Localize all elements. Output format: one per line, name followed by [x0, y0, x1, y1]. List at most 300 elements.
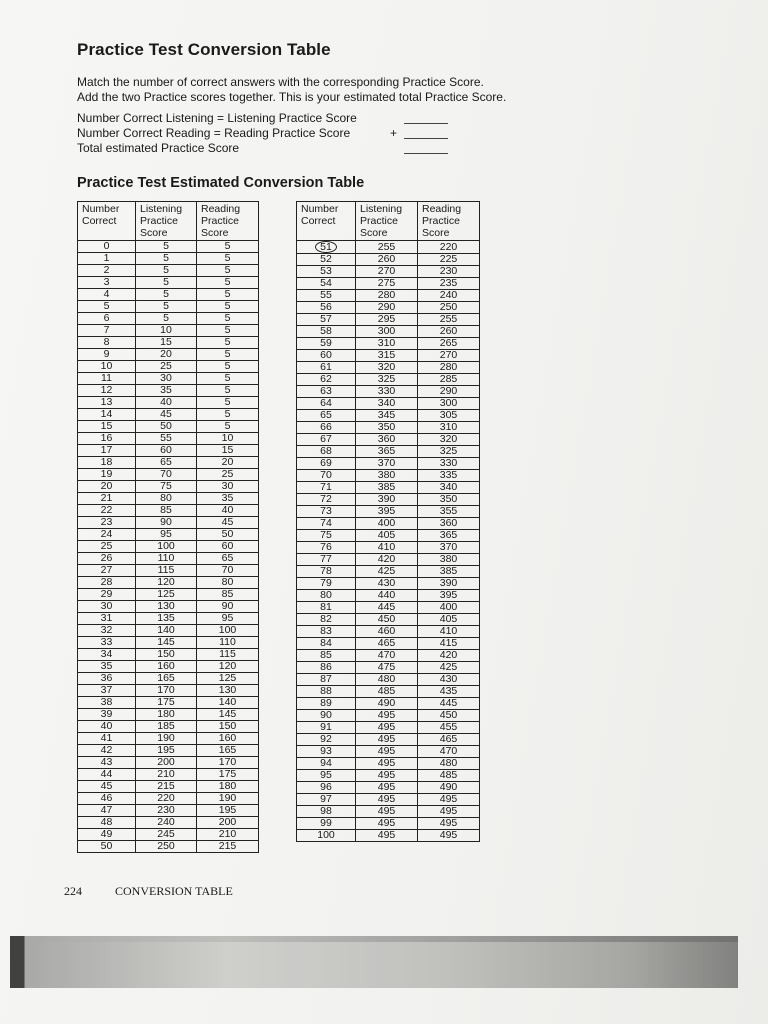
- listening-score-cell: 295: [356, 314, 418, 326]
- reading-score-cell: 90: [197, 601, 259, 613]
- table-row: [297, 398, 480, 410]
- number-correct-cell: 2: [78, 265, 136, 277]
- formula-listening-label: Number Correct Listening = Listening Practice Score: [77, 111, 357, 125]
- reading-blank: [404, 138, 448, 139]
- listening-score-cell: 80: [136, 493, 197, 505]
- number-correct-cell: 23: [78, 517, 136, 529]
- reading-score-cell: 290: [418, 386, 480, 398]
- listening-score-cell: 485: [356, 686, 418, 698]
- listening-score-cell: 440: [356, 590, 418, 602]
- number-correct-cell: 96: [297, 782, 356, 794]
- reading-score-cell: 360: [418, 518, 480, 530]
- table-row: [78, 277, 259, 289]
- table-header-row: [78, 202, 259, 241]
- reading-score-cell: 465: [418, 734, 480, 746]
- number-correct-cell: 93: [297, 746, 356, 758]
- number-correct-cell: 88: [297, 686, 356, 698]
- reading-score-cell: 235: [418, 278, 480, 290]
- table-row: [78, 553, 259, 565]
- number-correct-cell: 25: [78, 541, 136, 553]
- number-correct-cell: 64: [297, 398, 356, 410]
- reading-score-cell: 190: [197, 793, 259, 805]
- listening-score-cell: 465: [356, 638, 418, 650]
- number-correct-cell: 5: [78, 301, 136, 313]
- listening-score-cell: 345: [356, 410, 418, 422]
- listening-score-cell: 370: [356, 458, 418, 470]
- listening-score-cell: 110: [136, 553, 197, 565]
- listening-score-cell: 470: [356, 650, 418, 662]
- number-correct-cell: [297, 241, 356, 254]
- listening-score-cell: 5: [136, 301, 197, 313]
- number-correct-cell: 57: [297, 314, 356, 326]
- number-correct-cell: 54: [297, 278, 356, 290]
- reading-score-cell: 415: [418, 638, 480, 650]
- reading-score-cell: 5: [197, 301, 259, 313]
- listening-score-cell: 260: [356, 254, 418, 266]
- reading-score-cell: 175: [197, 769, 259, 781]
- number-correct-cell: 1: [78, 253, 136, 265]
- listening-score-cell: 130: [136, 601, 197, 613]
- listening-score-cell: 120: [136, 577, 197, 589]
- reading-score-cell: 5: [197, 313, 259, 325]
- listening-score-cell: 380: [356, 470, 418, 482]
- reading-score-cell: 15: [197, 445, 259, 457]
- number-correct-cell: 16: [78, 433, 136, 445]
- listening-score-cell: 480: [356, 674, 418, 686]
- table-row: [78, 541, 259, 553]
- formula-row-listening: [77, 111, 357, 126]
- table-row: [297, 434, 480, 446]
- table-row: [78, 241, 259, 253]
- number-correct-cell: 30: [78, 601, 136, 613]
- number-correct-cell: 68: [297, 446, 356, 458]
- table-row: [297, 446, 480, 458]
- listening-score-cell: 55: [136, 433, 197, 445]
- reading-score-cell: 225: [418, 254, 480, 266]
- listening-score-cell: 310: [356, 338, 418, 350]
- header-reading-score: Reading Practice Score: [418, 202, 480, 241]
- reading-score-cell: 400: [418, 602, 480, 614]
- reading-score-cell: 470: [418, 746, 480, 758]
- table-row: [78, 505, 259, 517]
- listening-score-cell: 250: [136, 841, 197, 853]
- listening-score-cell: 350: [356, 422, 418, 434]
- table-row: [297, 638, 480, 650]
- listening-score-cell: 405: [356, 530, 418, 542]
- number-correct-cell: 40: [78, 721, 136, 733]
- number-correct-cell: 20: [78, 481, 136, 493]
- listening-score-cell: 45: [136, 409, 197, 421]
- number-correct-cell: 31: [78, 613, 136, 625]
- table-row: [78, 457, 259, 469]
- listening-score-cell: 495: [356, 830, 418, 842]
- table-row: [297, 350, 480, 362]
- listening-score-cell: 410: [356, 542, 418, 554]
- listening-score-cell: 125: [136, 589, 197, 601]
- header-number-correct: Number Correct: [297, 202, 356, 241]
- reading-score-cell: 250: [418, 302, 480, 314]
- reading-score-cell: 5: [197, 253, 259, 265]
- number-correct-cell: 46: [78, 793, 136, 805]
- listening-score-cell: 390: [356, 494, 418, 506]
- table-row: [78, 757, 259, 769]
- reading-score-cell: 195: [197, 805, 259, 817]
- table-row: [297, 710, 480, 722]
- table-row: [78, 385, 259, 397]
- table-row: [297, 686, 480, 698]
- listening-score-cell: 135: [136, 613, 197, 625]
- listening-score-cell: 450: [356, 614, 418, 626]
- table-row: [297, 241, 480, 254]
- table-row: [78, 829, 259, 841]
- reading-score-cell: 330: [418, 458, 480, 470]
- table-row: [78, 529, 259, 541]
- table-row: [297, 554, 480, 566]
- reading-score-cell: 435: [418, 686, 480, 698]
- table-row: [78, 673, 259, 685]
- table-row: [297, 386, 480, 398]
- number-correct-cell: 67: [297, 434, 356, 446]
- number-correct-cell: 7: [78, 325, 136, 337]
- reading-score-cell: 285: [418, 374, 480, 386]
- table-row: [78, 625, 259, 637]
- listening-score-cell: 5: [136, 277, 197, 289]
- table-row: [297, 614, 480, 626]
- table-row: [78, 709, 259, 721]
- reading-score-cell: 420: [418, 650, 480, 662]
- number-correct-cell: 98: [297, 806, 356, 818]
- number-correct-cell: 89: [297, 698, 356, 710]
- reading-score-cell: 200: [197, 817, 259, 829]
- number-correct-cell: 28: [78, 577, 136, 589]
- table-row: [78, 661, 259, 673]
- listening-score-cell: 180: [136, 709, 197, 721]
- listening-score-cell: 325: [356, 374, 418, 386]
- reading-score-cell: 365: [418, 530, 480, 542]
- table-row: [78, 589, 259, 601]
- number-correct-cell: 22: [78, 505, 136, 517]
- listening-score-cell: 70: [136, 469, 197, 481]
- reading-score-cell: 5: [197, 385, 259, 397]
- table-row: [78, 301, 259, 313]
- number-correct-cell: 0: [78, 241, 136, 253]
- number-correct-cell: 9: [78, 349, 136, 361]
- number-correct-cell: 72: [297, 494, 356, 506]
- table-row: [297, 482, 480, 494]
- reading-score-cell: 350: [418, 494, 480, 506]
- reading-score-cell: 170: [197, 757, 259, 769]
- table-row: [297, 314, 480, 326]
- header-reading-score: Reading Practice Score: [197, 202, 259, 241]
- number-correct-cell: 59: [297, 338, 356, 350]
- page-number: 224: [64, 884, 82, 898]
- table-row: [297, 254, 480, 266]
- table-row: [78, 325, 259, 337]
- listening-score-cell: 495: [356, 806, 418, 818]
- reading-score-cell: 425: [418, 662, 480, 674]
- listening-score-cell: 255: [356, 241, 418, 254]
- table-row: [297, 662, 480, 674]
- listening-score-cell: 495: [356, 722, 418, 734]
- listening-score-cell: 15: [136, 337, 197, 349]
- table-row: [78, 817, 259, 829]
- table-row: [297, 266, 480, 278]
- number-correct-cell: 63: [297, 386, 356, 398]
- listening-score-cell: 200: [136, 757, 197, 769]
- reading-score-cell: 485: [418, 770, 480, 782]
- listening-score-cell: 340: [356, 398, 418, 410]
- number-correct-cell: 11: [78, 373, 136, 385]
- number-correct-cell: 99: [297, 818, 356, 830]
- reading-score-cell: 340: [418, 482, 480, 494]
- number-correct-cell: 24: [78, 529, 136, 541]
- number-correct-cell: 21: [78, 493, 136, 505]
- reading-score-cell: 380: [418, 554, 480, 566]
- reading-score-cell: 5: [197, 241, 259, 253]
- table-row: [297, 338, 480, 350]
- number-correct-cell: 62: [297, 374, 356, 386]
- table-row: [78, 685, 259, 697]
- number-correct-cell: 58: [297, 326, 356, 338]
- number-correct-cell: 27: [78, 565, 136, 577]
- table-row: [78, 469, 259, 481]
- number-correct-cell: 47: [78, 805, 136, 817]
- reading-score-cell: 445: [418, 698, 480, 710]
- table-row: [78, 793, 259, 805]
- table-row: [78, 649, 259, 661]
- reading-score-cell: 5: [197, 361, 259, 373]
- listening-score-cell: 290: [356, 302, 418, 314]
- table-row: [297, 326, 480, 338]
- listening-score-cell: 460: [356, 626, 418, 638]
- listening-score-cell: 25: [136, 361, 197, 373]
- number-correct-cell: 70: [297, 470, 356, 482]
- reading-score-cell: 255: [418, 314, 480, 326]
- reading-score-cell: 45: [197, 517, 259, 529]
- number-correct-cell: 90: [297, 710, 356, 722]
- listening-score-cell: 115: [136, 565, 197, 577]
- table-row: [297, 518, 480, 530]
- number-correct-cell: 37: [78, 685, 136, 697]
- reading-score-cell: 65: [197, 553, 259, 565]
- listening-score-cell: 495: [356, 746, 418, 758]
- number-correct-cell: 15: [78, 421, 136, 433]
- reading-score-cell: 310: [418, 422, 480, 434]
- number-correct-cell: 38: [78, 697, 136, 709]
- listening-score-cell: 5: [136, 289, 197, 301]
- table-row: [78, 613, 259, 625]
- table-row: [297, 470, 480, 482]
- table-row: [78, 361, 259, 373]
- listening-score-cell: 5: [136, 241, 197, 253]
- table-row: [78, 841, 259, 853]
- scan-shadow-bar: [10, 936, 738, 988]
- number-correct-cell: 50: [78, 841, 136, 853]
- table-row: [78, 445, 259, 457]
- number-correct-cell: 65: [297, 410, 356, 422]
- number-correct-cell: 61: [297, 362, 356, 374]
- table-row: [297, 422, 480, 434]
- reading-score-cell: 160: [197, 733, 259, 745]
- reading-score-cell: 260: [418, 326, 480, 338]
- reading-score-cell: 5: [197, 277, 259, 289]
- number-correct-cell: 55: [297, 290, 356, 302]
- listening-score-cell: 315: [356, 350, 418, 362]
- listening-score-cell: 445: [356, 602, 418, 614]
- listening-score-cell: 145: [136, 637, 197, 649]
- table-row: [78, 253, 259, 265]
- listening-score-cell: 85: [136, 505, 197, 517]
- table-row: [78, 781, 259, 793]
- table-row: [297, 458, 480, 470]
- number-correct-cell: 92: [297, 734, 356, 746]
- number-correct-cell: 32: [78, 625, 136, 637]
- number-correct-cell: 78: [297, 566, 356, 578]
- listening-score-cell: 20: [136, 349, 197, 361]
- table-row: [297, 746, 480, 758]
- number-correct-cell: 77: [297, 554, 356, 566]
- table-row: [297, 698, 480, 710]
- number-correct-cell: 17: [78, 445, 136, 457]
- table-row: [78, 349, 259, 361]
- listening-score-cell: 220: [136, 793, 197, 805]
- listening-score-cell: 5: [136, 265, 197, 277]
- reading-score-cell: 5: [197, 265, 259, 277]
- number-correct-cell: 91: [297, 722, 356, 734]
- number-correct-cell: 3: [78, 277, 136, 289]
- table-row: [78, 565, 259, 577]
- number-correct-cell: 43: [78, 757, 136, 769]
- table-row: [297, 794, 480, 806]
- reading-score-cell: 30: [197, 481, 259, 493]
- reading-score-cell: 495: [418, 818, 480, 830]
- number-correct-cell: 52: [297, 254, 356, 266]
- table-row: [78, 517, 259, 529]
- reading-score-cell: 480: [418, 758, 480, 770]
- table-row: [297, 734, 480, 746]
- listening-score-cell: 160: [136, 661, 197, 673]
- listening-score-cell: 230: [136, 805, 197, 817]
- number-correct-cell: 60: [297, 350, 356, 362]
- table-row: [78, 733, 259, 745]
- reading-score-cell: 495: [418, 806, 480, 818]
- reading-score-cell: 5: [197, 289, 259, 301]
- number-correct-cell: 6: [78, 313, 136, 325]
- number-correct-cell: 73: [297, 506, 356, 518]
- reading-score-cell: 220: [418, 241, 480, 254]
- reading-score-cell: 5: [197, 397, 259, 409]
- number-correct-cell: 71: [297, 482, 356, 494]
- number-correct-cell: 29: [78, 589, 136, 601]
- reading-score-cell: 305: [418, 410, 480, 422]
- listening-score-cell: 90: [136, 517, 197, 529]
- reading-score-cell: 385: [418, 566, 480, 578]
- table-row: [78, 313, 259, 325]
- table-row: [297, 542, 480, 554]
- table-row: [297, 410, 480, 422]
- number-correct-cell: 79: [297, 578, 356, 590]
- table-row: [297, 302, 480, 314]
- reading-score-cell: 60: [197, 541, 259, 553]
- number-correct-cell: 14: [78, 409, 136, 421]
- listening-score-cell: 140: [136, 625, 197, 637]
- reading-score-cell: 35: [197, 493, 259, 505]
- listening-score-cell: 275: [356, 278, 418, 290]
- number-correct-cell: 18: [78, 457, 136, 469]
- reading-score-cell: 130: [197, 685, 259, 697]
- total-blank: [404, 153, 448, 154]
- reading-score-cell: 230: [418, 266, 480, 278]
- reading-score-cell: 50: [197, 529, 259, 541]
- listening-score-cell: 65: [136, 457, 197, 469]
- table-row: [78, 745, 259, 757]
- number-correct-cell: 36: [78, 673, 136, 685]
- listening-score-cell: 495: [356, 770, 418, 782]
- listening-score-cell: 210: [136, 769, 197, 781]
- listening-score-cell: 400: [356, 518, 418, 530]
- reading-score-cell: 125: [197, 673, 259, 685]
- listening-score-cell: 245: [136, 829, 197, 841]
- reading-score-cell: 370: [418, 542, 480, 554]
- reading-score-cell: 120: [197, 661, 259, 673]
- reading-score-cell: 5: [197, 337, 259, 349]
- plus-sign: +: [390, 126, 398, 140]
- table-title: Practice Test Estimated Conversion Table: [77, 175, 365, 191]
- reading-score-cell: 115: [197, 649, 259, 661]
- reading-score-cell: 320: [418, 434, 480, 446]
- reading-score-cell: 405: [418, 614, 480, 626]
- listening-score-cell: 495: [356, 710, 418, 722]
- listening-score-cell: 75: [136, 481, 197, 493]
- number-correct-cell: 87: [297, 674, 356, 686]
- number-correct-cell: 10: [78, 361, 136, 373]
- listening-score-cell: 240: [136, 817, 197, 829]
- reading-score-cell: 85: [197, 589, 259, 601]
- number-correct-cell: 4: [78, 289, 136, 301]
- formula-reading-label: Number Correct Reading = Reading Practice Score: [77, 126, 351, 140]
- reading-score-cell: 210: [197, 829, 259, 841]
- table-row: [297, 578, 480, 590]
- number-correct-cell: 74: [297, 518, 356, 530]
- number-correct-cell: 81: [297, 602, 356, 614]
- table-row: [297, 530, 480, 542]
- table-row: [78, 601, 259, 613]
- table-row: [297, 830, 480, 842]
- number-correct-cell: 84: [297, 638, 356, 650]
- formula-row-total: [77, 141, 357, 156]
- reading-score-cell: 325: [418, 446, 480, 458]
- reading-score-cell: 5: [197, 373, 259, 385]
- table-row: [297, 566, 480, 578]
- table-row: [297, 494, 480, 506]
- reading-score-cell: 390: [418, 578, 480, 590]
- reading-score-cell: 265: [418, 338, 480, 350]
- table-row: [78, 481, 259, 493]
- table-row: [78, 769, 259, 781]
- number-correct-cell: 100: [297, 830, 356, 842]
- reading-score-cell: 495: [418, 830, 480, 842]
- header-listening-score: Listening Practice Score: [136, 202, 197, 241]
- table-row: [297, 590, 480, 602]
- number-correct-cell: 53: [297, 266, 356, 278]
- listening-score-cell: 495: [356, 818, 418, 830]
- number-correct-cell: 69: [297, 458, 356, 470]
- footer-section-title: CONVERSION TABLE: [115, 884, 233, 898]
- number-correct-cell: 66: [297, 422, 356, 434]
- listening-score-cell: 100: [136, 541, 197, 553]
- reading-score-cell: 5: [197, 409, 259, 421]
- listening-score-cell: 495: [356, 782, 418, 794]
